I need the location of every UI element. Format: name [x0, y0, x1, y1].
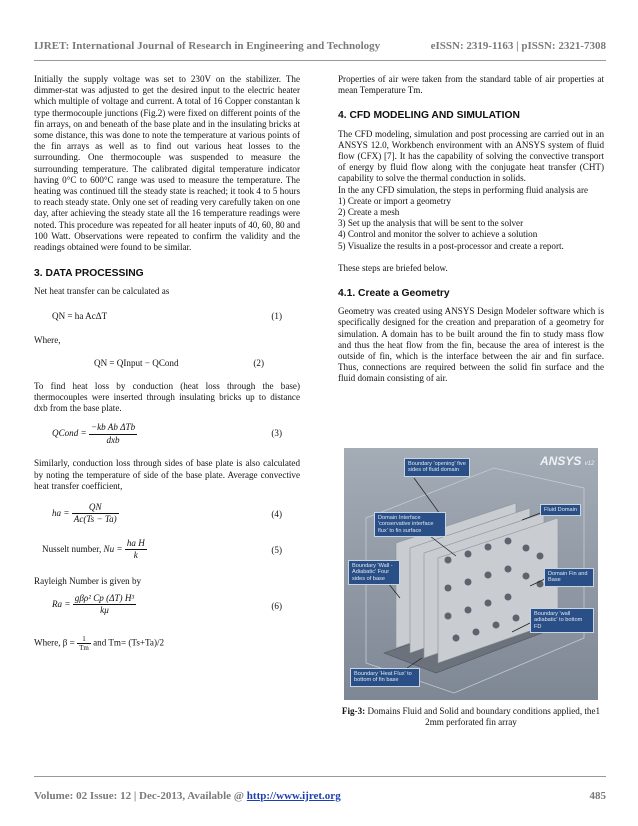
mean-temperature-text: and Tm= (Ts+Ta)/2 [93, 637, 165, 648]
heat-loss-text: To find heat loss by conduction (heat loss through the base) thermocouples were inserted through insulating bricks up to distance dxb from the base plate. [34, 380, 300, 414]
figure-caption [338, 706, 604, 728]
section-4-title: 4. CFD MODELING AND SIMULATION [338, 110, 520, 122]
nusselt-label: Nusselt number, [42, 543, 102, 554]
step-4: 4) Control and monitor the solver to achieve a solution [338, 229, 538, 240]
equation-5-lhs: Nu = [103, 543, 123, 554]
caption-text: Domains Fluid and Solid and boundary conditions applied, the1 2mm perforated fin array [367, 706, 601, 728]
equation-4-denominator: Ac(Ts − Ta) [73, 514, 117, 525]
air-properties-text: Properties of air were taken from the standard table of air properties at mean Temperature Tm. [338, 74, 604, 96]
conduction-loss-text: Similarly, conduction loss through sides of base plate is also calculated by noting the temperature of side of the base plate. Average convective heat transfer coefficient, [34, 458, 300, 491]
equation-5-denominator: k [133, 550, 138, 561]
net-heat-text: Net heat transfer can be calculated as [34, 286, 170, 297]
equation-4-lhs: ha = [52, 507, 70, 518]
issn-text: eISSN: 2319-1163 | pISSN: 2321-7308 [430, 40, 606, 52]
equation-4-numerator: QN [72, 502, 119, 514]
equation-1 [34, 311, 300, 325]
step-1: 1) Create or import a geometry [338, 195, 451, 206]
label-wall-adiabatic-bottom: Boundary 'wall adiabatic' to bottom FD [530, 608, 594, 633]
equation-3-denominator: dxb [106, 434, 120, 445]
section-4-1-title: 4.1. Create a Geometry [338, 288, 450, 300]
equation-3-numerator: −kb Ab ΔTb [89, 422, 137, 434]
right-column [338, 74, 604, 385]
label-wall-adiabatic-sides: Boundary 'Wall - Adiabatic' Four sides of base [348, 560, 400, 585]
page-header [34, 40, 606, 52]
footer-divider [34, 776, 606, 777]
journal-link[interactable]: http://www.ijret.org [246, 790, 341, 802]
journal-title: IJRET: International Journal of Research in Engineering and Technology [34, 40, 381, 52]
step-3: 3) Set up the analysis that will be sent to the solver [338, 218, 524, 229]
equation-4 [34, 502, 300, 530]
briefed-text: These steps are briefed below. [338, 262, 448, 273]
steps-intro: In the any CFD simulation, the steps in performing fluid analysis are [338, 184, 589, 195]
equation-5 [34, 538, 300, 566]
equation-3 [34, 422, 300, 448]
equation-6-number: (6) [271, 601, 282, 612]
equation-3-lhs: QCond = [52, 428, 87, 439]
equation-1-body: QN = ha AcΔT [52, 310, 108, 321]
header-divider [34, 60, 606, 61]
cfd-paragraph: The CFD modeling, simulation and post processing are carried out in an ANSYS 12.0, Workbench environment with an ANSYS system of fluid flow (CFX) [7]. It has the capability of solving the convective transport of energy by fluid flow along with the conjugate heat transfer (CHT) capability to solve the thermal conduction in solids. [338, 128, 604, 184]
step-2: 2) Create a mesh [338, 207, 400, 218]
ansys-logo-text: ANSYS [540, 454, 582, 468]
equation-2-number: (2) [253, 357, 264, 368]
page-footer [34, 790, 606, 802]
equation-6-numerator: gβρ² Cp (ΔT) H³ [73, 593, 136, 605]
equation-5-number: (5) [271, 545, 282, 556]
beta-numerator: 1 [77, 635, 91, 644]
rayleigh-text: Rayleigh Number is given by [34, 576, 142, 587]
ansys-version: v12 [584, 461, 595, 467]
cfd-domain-figure [344, 448, 598, 700]
section-3-title: 3. DATA PROCESSING [34, 268, 144, 280]
label-fluid-domain: Fluid Domain [540, 504, 581, 516]
caption-label: Fig-3: [341, 706, 366, 716]
equation-5-numerator: ha H [125, 538, 147, 550]
equation-1-number: (1) [271, 310, 282, 321]
footer-volume: Volume: 02 Issue: 12 | Dec-2013, Available @ [34, 790, 247, 802]
label-domain-interface: Domain Interface 'conservative interface flux' to fin surface [374, 512, 446, 537]
ansys-logo [540, 454, 594, 468]
equation-2 [34, 358, 300, 372]
beta-definition [34, 635, 300, 657]
equation-4-number: (4) [271, 509, 282, 520]
page-number: 485 [589, 790, 606, 802]
equation-6-denominator: kμ [100, 605, 109, 616]
beta-label: Where, β = [34, 637, 75, 648]
label-boundary-opening: Boundary 'opening' five sides of fluid domain [404, 458, 470, 477]
label-domain-fin-base: Domain Fin and Base [544, 568, 594, 587]
equation-2-body: QN = QInput − QCond [94, 357, 179, 368]
where-label: Where, [34, 334, 61, 345]
step-5: 5) Visualize the results in a post-processor and create a report. [338, 240, 564, 251]
equation-6-lhs: Ra = [52, 599, 71, 610]
label-heat-flux: Boundary 'Heat Flux' to bottom of fin base [350, 668, 420, 687]
intro-paragraph: Initially the supply voltage was set to 230V on the stabilizer. The dimmer-stat was adjusted to get the desired input to the electric heater which multiple of voltage and current. A total of 16 Copper constantan k type thermocouple junctions (Fig.2) were fixed on different points of the fin arrays, on and beneath of the base plate and in the insulating bricks at some distance, this was done to note the temperature at various points of the fin arrays as well as to find out various heat losses to the surrounding. One thermocouple was suspended to measure the surrounding temperature. The calibrated digital temperature indicator having 0°C to 600°C range was used to measure the temperature. The heating was continued till the steady state is reached; it took 4 to 5 hours to reach steady state. Only one set of reading very carefully taken on one day, after achieving the steady state all the 16 temperature readings were noted. This procedure was repeated for all heater inputs of 40, 60, 80 and 100 Watt. Observations were repeated to confirm the validity and the readings obtained were found to be similar. [34, 74, 300, 253]
equation-6 [34, 593, 300, 623]
left-column [34, 74, 300, 657]
beta-denominator: Tm [79, 644, 89, 653]
equation-3-number: (3) [271, 428, 282, 439]
geometry-paragraph: Geometry was created using ANSYS Design Modeler software which is specifically designed for the creation and preparation of a geometry for simulation. A domain has to be built around the fin to study mass flow and thus the heat flow from the fin, because the area of interest is the outside of fin, which is the interface between the air and fin surface. Thus, connections are required between the solid fin surface and the fluid domain consisting of air. [338, 306, 604, 384]
